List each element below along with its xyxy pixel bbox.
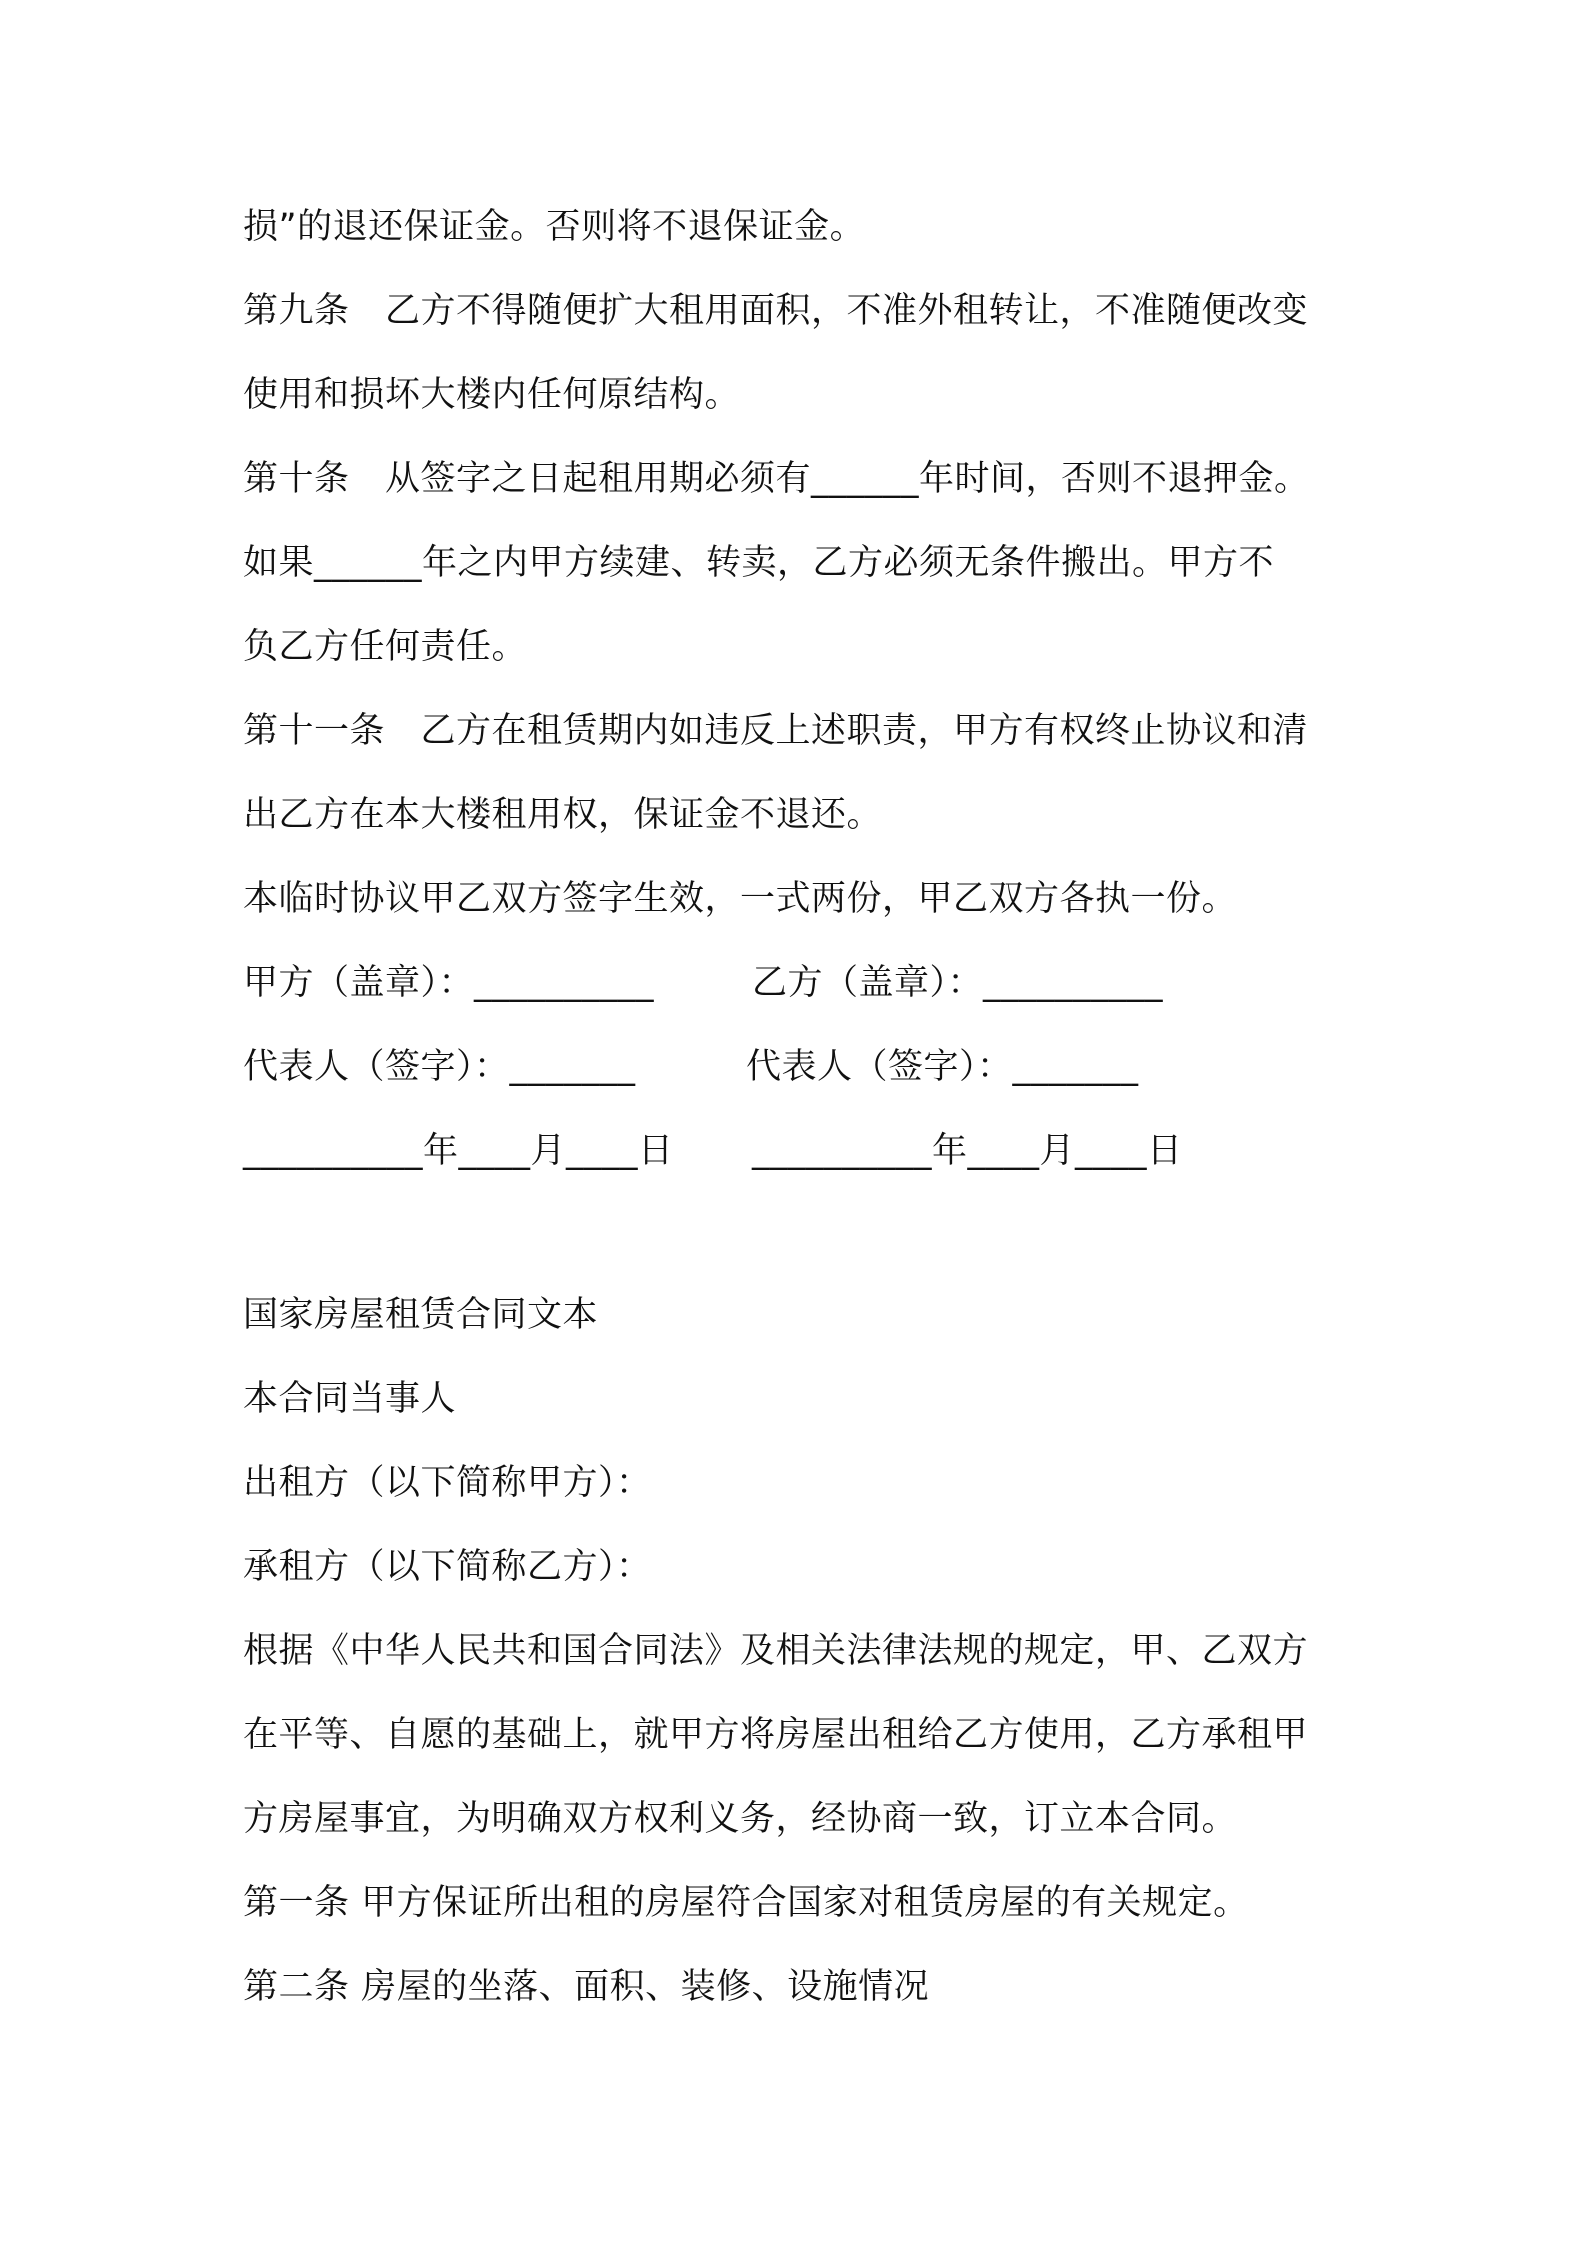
lessor-field: 出租方（以下简称甲方）：: [243, 1463, 652, 1503]
party-a-seal-field: 甲方（盖章）：__________: [243, 963, 655, 1003]
text-line: 负乙方任何责任。: [243, 627, 528, 667]
party-b-seal-field: 乙方（盖章）：__________: [752, 963, 1164, 1003]
article-11-line: 第十一条 乙方在租赁期内如违反上述职责，甲方有权终止协议和清: [243, 711, 1309, 751]
text-line: 如果______年之内甲方续建、转卖，乙方必须无条件搬出。甲方不: [243, 543, 1275, 583]
lessee-field: 承租方（以下简称乙方）：: [243, 1547, 652, 1587]
effectiveness-clause: 本临时协议甲乙双方签字生效，一式两份，甲乙双方各执一份。: [243, 879, 1238, 919]
article-9-line: 第九条 乙方不得随便扩大租用面积，不准外租转让，不准随便改变: [243, 291, 1309, 331]
article-2-line: 第二条 房屋的坐落、面积、装修、设施情况: [243, 1967, 930, 2007]
article-1-line: 第一条 甲方保证所出租的房屋符合国家对租赁房屋的有关规定。: [243, 1883, 1249, 1923]
preamble-line: 根据《中华人民共和国合同法》及相关法律法规的规定，甲、乙双方: [243, 1631, 1309, 1671]
preamble-line: 在平等、自愿的基础上，就甲方将房屋出租给乙方使用，乙方承租甲: [243, 1715, 1309, 1755]
text-line: 使用和损坏大楼内任何原结构。: [243, 375, 741, 415]
representative-a-field: 代表人（签字）：_______: [243, 1047, 636, 1087]
text-line: 损”的退还保证金。否则将不退保证金。: [243, 207, 866, 247]
parties-heading: 本合同当事人: [243, 1379, 457, 1419]
article-10-line: 第十条 从签字之日起租用期必须有______年时间，否则不退押金。: [243, 459, 1310, 499]
text-line: 出乙方在本大楼租用权，保证金不退还。: [243, 795, 883, 835]
contract-title: 国家房屋租赁合同文本: [243, 1295, 599, 1335]
date-a-field: __________年____月____日: [243, 1131, 674, 1171]
date-b-field: __________年____月____日: [752, 1131, 1183, 1171]
preamble-line: 方房屋事宜，为明确双方权利义务，经协商一致，订立本合同。: [243, 1799, 1238, 1839]
representative-b-field: 代表人（签字）：_______: [746, 1047, 1139, 1087]
